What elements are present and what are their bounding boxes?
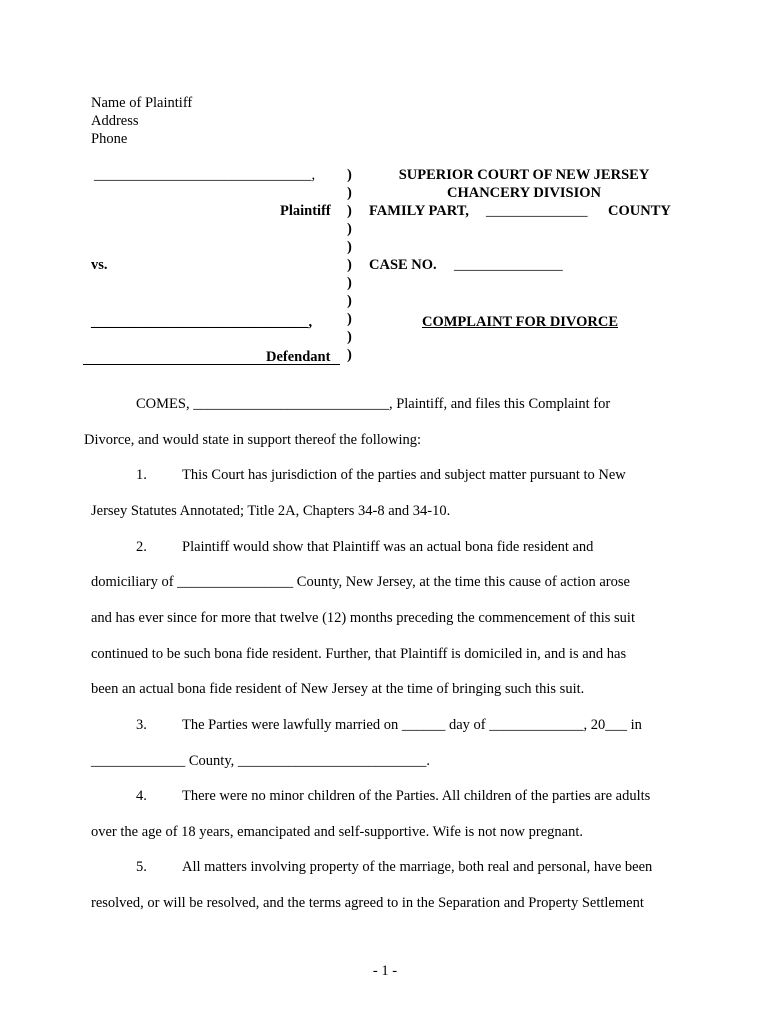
vs-label: vs. (91, 257, 108, 273)
paragraph-4-line-2: over the age of 18 years, emancipated and self-supportive. Wife is not now pregnant. (91, 824, 583, 840)
paragraph-4-number: 4. (136, 788, 147, 804)
paragraph-2-line-4: continued to be such bona fide resident. Further, that Plaintiff is domiciled in, and is and has (91, 646, 627, 662)
paragraph-5-line-1: All matters involving property of the marriage, both real and personal, have been (182, 859, 653, 875)
paragraph-5-number: 5. (136, 859, 147, 875)
caption-paren: ) (347, 293, 352, 309)
family-part-label: FAMILY PART, (369, 203, 469, 219)
paragraph-2-line-5: been an actual bona fide resident of New Jersey at the time of bringing such this suit. (91, 681, 585, 697)
caption-paren: ) (347, 203, 352, 219)
document-title: COMPLAINT FOR DIVORCE (422, 314, 619, 330)
paragraph-2-number: 2. (136, 539, 147, 555)
paragraph-4-line-1: There were no minor children of the Parties. All children of the parties are adults (182, 788, 651, 804)
defendant-name-blank: ______________________________, (91, 314, 313, 330)
caption-paren: ) (347, 275, 352, 291)
plaintiff-name: Name of Plaintiff (91, 95, 193, 111)
caption-paren: ) (347, 239, 352, 255)
case-number-blank: _______________ (454, 257, 563, 273)
caption-paren: ) (347, 311, 352, 327)
paragraph-1-number: 1. (136, 467, 147, 483)
caption-paren: ) (347, 347, 352, 363)
intro-line-2: Divorce, and would state in support thereof the following: (84, 432, 422, 448)
court-name: SUPERIOR COURT OF NEW JERSEY (398, 167, 650, 183)
caption-paren: ) (347, 257, 352, 273)
paragraph-2-line-1: Plaintiff would show that Plaintiff was an actual bona fide resident and (182, 539, 594, 555)
caption-paren: ) (347, 167, 352, 183)
paragraph-3-number: 3. (136, 717, 147, 733)
plaintiff-name-blank: ______________________________, (94, 167, 316, 183)
paragraph-2-line-2: domiciliary of ________________ County, New Jersey, at the time this cause of action arose (91, 574, 630, 590)
defendant-label: Defendant (266, 349, 331, 365)
intro-line-1: COMES, ___________________________, Plaintiff, and files this Complaint for (136, 396, 611, 412)
case-number-label: CASE NO. (369, 257, 437, 273)
court-division: CHANCERY DIVISION (446, 185, 602, 201)
caption-paren: ) (347, 221, 352, 237)
plaintiff-phone: Phone (91, 131, 128, 147)
county-label: COUNTY (608, 203, 671, 219)
paragraph-1-line-2: Jersey Statutes Annotated; Title 2A, Chapters 34-8 and 34-10. (91, 503, 451, 519)
page-number: - 1 - (372, 963, 398, 979)
paragraph-2-line-3: and has ever since for more that twelve (12) months preceding the commencement of this suit (91, 610, 635, 626)
paragraph-3-line-1: The Parties were lawfully married on ______ day of _____________, 20___ in (182, 717, 642, 733)
paragraph-1-line-1: This Court has jurisdiction of the parties and subject matter pursuant to New (182, 467, 626, 483)
paragraph-3-line-2: _____________ County, __________________________. (91, 753, 431, 769)
plaintiff-address: Address (91, 113, 139, 129)
caption-paren: ) (347, 185, 352, 201)
plaintiff-label: Plaintiff (280, 203, 331, 219)
caption-paren: ) (347, 329, 352, 345)
paragraph-5-line-2: resolved, or will be resolved, and the terms agreed to in the Separation and Property Settlement (91, 895, 644, 911)
county-blank: ______________ (486, 203, 588, 219)
